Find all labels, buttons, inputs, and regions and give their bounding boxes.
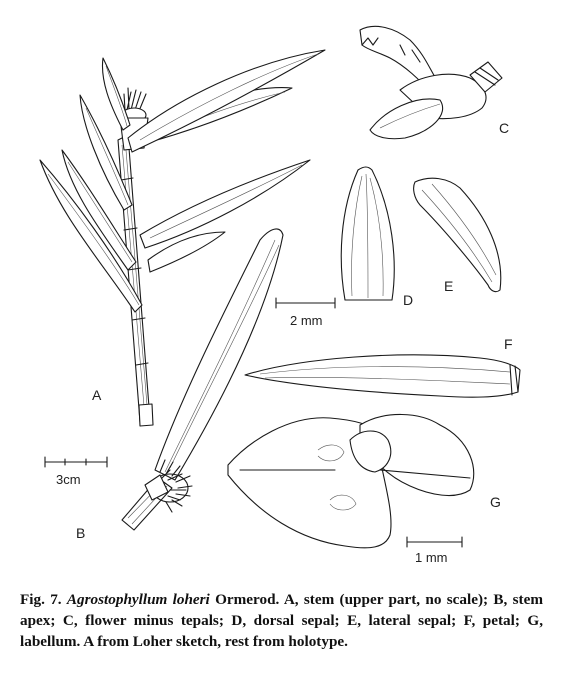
caption-fig-ref: Fig. 7.: [20, 591, 62, 608]
drawing-d-dorsal-sepal: [341, 167, 394, 300]
panel-label-b: B: [76, 525, 86, 541]
caption-text: Ormerod. A, stem (upper part, no scale); B, stem apex; C, flower minus tepals; D, dorsal sepal; E, lateral sepal; F, petal; G, labellum. A from Loher sketch, rest from holotype.: [20, 591, 543, 650]
panel-label-d: D: [403, 292, 414, 308]
drawing-c-flower: [360, 26, 502, 138]
panel-label-a: A: [92, 387, 102, 403]
scale-label-3cm: 3cm: [56, 472, 81, 487]
drawing-g-labellum: [228, 414, 474, 547]
caption-species: Agrostophyllum loheri: [66, 591, 210, 608]
scale-bar-2mm: [276, 298, 335, 328]
panel-label-f: F: [504, 336, 513, 352]
panel-label-e: E: [444, 278, 454, 294]
scale-label-1mm: 1 mm: [415, 550, 448, 565]
figure-caption: [20, 589, 543, 652]
drawing-e-lateral-sepal: [414, 178, 501, 291]
panel-label-c: C: [499, 120, 510, 136]
drawing-f-petal: [245, 355, 520, 397]
scale-bar-3cm: [45, 457, 107, 487]
panel-label-g: G: [490, 494, 501, 510]
scale-label-2mm: 2 mm: [290, 313, 323, 328]
scale-bar-1mm: [407, 537, 462, 565]
